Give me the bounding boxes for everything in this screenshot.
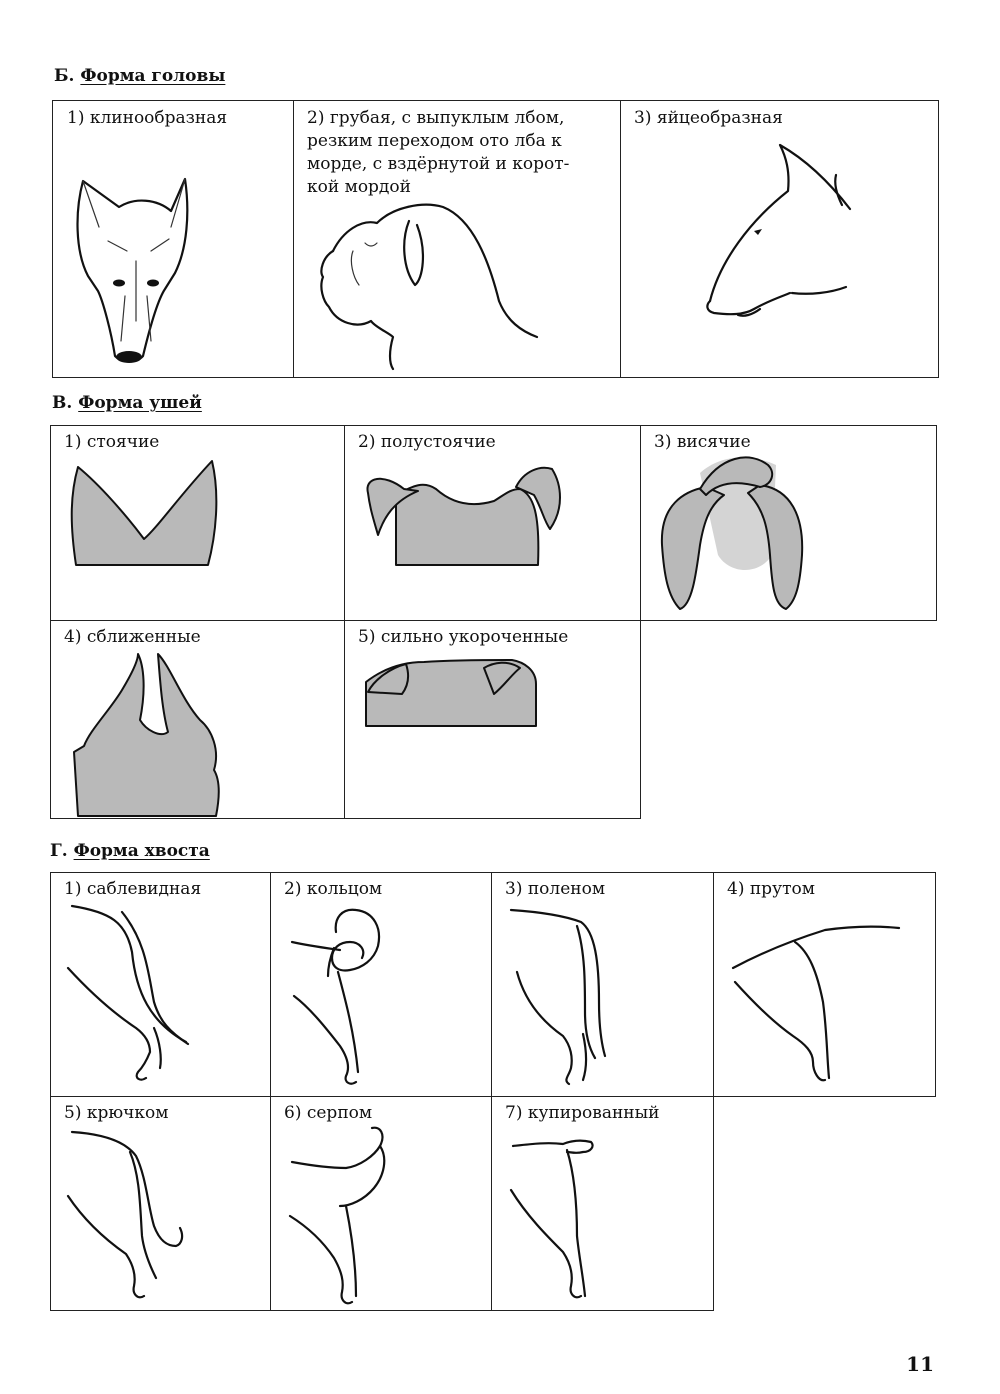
section-heading: Форма хвоста (73, 841, 210, 861)
tail-cell-sickle (270, 1096, 491, 1310)
sickle-tail-drawing (270, 1096, 491, 1310)
egg-head-drawing (620, 101, 938, 377)
hook-tail-drawing (50, 1096, 270, 1310)
ear-label-erect: 1) стоячие (64, 432, 160, 452)
coarse-head-drawing (293, 101, 620, 377)
tail-label-hook: 5) крючком (64, 1103, 169, 1123)
tail-label-sickle: 6) серпом (284, 1103, 373, 1123)
head-label-egg: 3) яйцеобразная (634, 108, 783, 128)
section-title-tail (50, 841, 210, 861)
cropped-ears-drawing (344, 620, 640, 818)
ear-label-drooping: 3) висячие (654, 432, 751, 452)
tail-label-log: 3) поленом (505, 879, 606, 899)
ear-cell-close-set (50, 620, 344, 818)
tail-cell-saber (50, 872, 270, 1096)
tail-label-rod: 4) прутом (727, 879, 815, 899)
wedge-head-drawing (53, 101, 293, 377)
section-prefix: В. (52, 393, 73, 413)
erect-ears-drawing (50, 425, 344, 620)
ear-cell-drooping (640, 425, 936, 620)
rod-tail-drawing (713, 872, 935, 1096)
ear-label-cropped: 5) сильно укороченные (358, 627, 569, 647)
head-cell-coarse (293, 101, 620, 377)
semierect-ears-drawing (344, 425, 640, 620)
ear-cell-erect (50, 425, 344, 620)
tail-label-docked: 7) купированный (505, 1103, 660, 1123)
tail-cell-hook (50, 1096, 270, 1310)
head-label-wedge: 1) клинообразная (67, 108, 228, 128)
tail-cell-log (491, 872, 713, 1096)
section-heading: Форма головы (80, 66, 226, 86)
ear-label-close-set: 4) сближенные (64, 627, 201, 647)
tail-label-saber: 1) саблевидная (64, 879, 202, 899)
head-label-coarse: 2) грубая, с выпуклым лбом, резким переходом ото лба к морде, с вздёрнутой и корот- кой мордой (307, 108, 570, 197)
log-tail-drawing (491, 872, 713, 1096)
ear-cell-semierect (344, 425, 640, 620)
section-heading: Форма ушей (78, 393, 202, 413)
ring-tail-drawing (270, 872, 491, 1096)
close-set-ears-drawing (50, 620, 344, 818)
head-shape-table (52, 100, 939, 378)
tail-cell-docked (491, 1096, 713, 1310)
page-number: 11 (906, 1352, 934, 1376)
tail-cell-rod (713, 872, 935, 1096)
ear-label-semierect: 2) полустоячие (358, 432, 496, 452)
head-cell-wedge (53, 101, 293, 377)
tail-label-ring: 2) кольцом (284, 879, 383, 899)
tail-cell-ring (270, 872, 491, 1096)
section-title-ears (52, 393, 202, 413)
head-cell-egg (620, 101, 938, 377)
section-prefix: Б. (54, 66, 75, 86)
drooping-ears-drawing (640, 425, 936, 620)
saber-tail-drawing (50, 872, 270, 1096)
section-prefix: Г. (50, 841, 68, 861)
ear-cell-cropped (344, 620, 640, 818)
section-title-head (54, 66, 225, 86)
docked-tail-drawing (491, 1096, 713, 1310)
